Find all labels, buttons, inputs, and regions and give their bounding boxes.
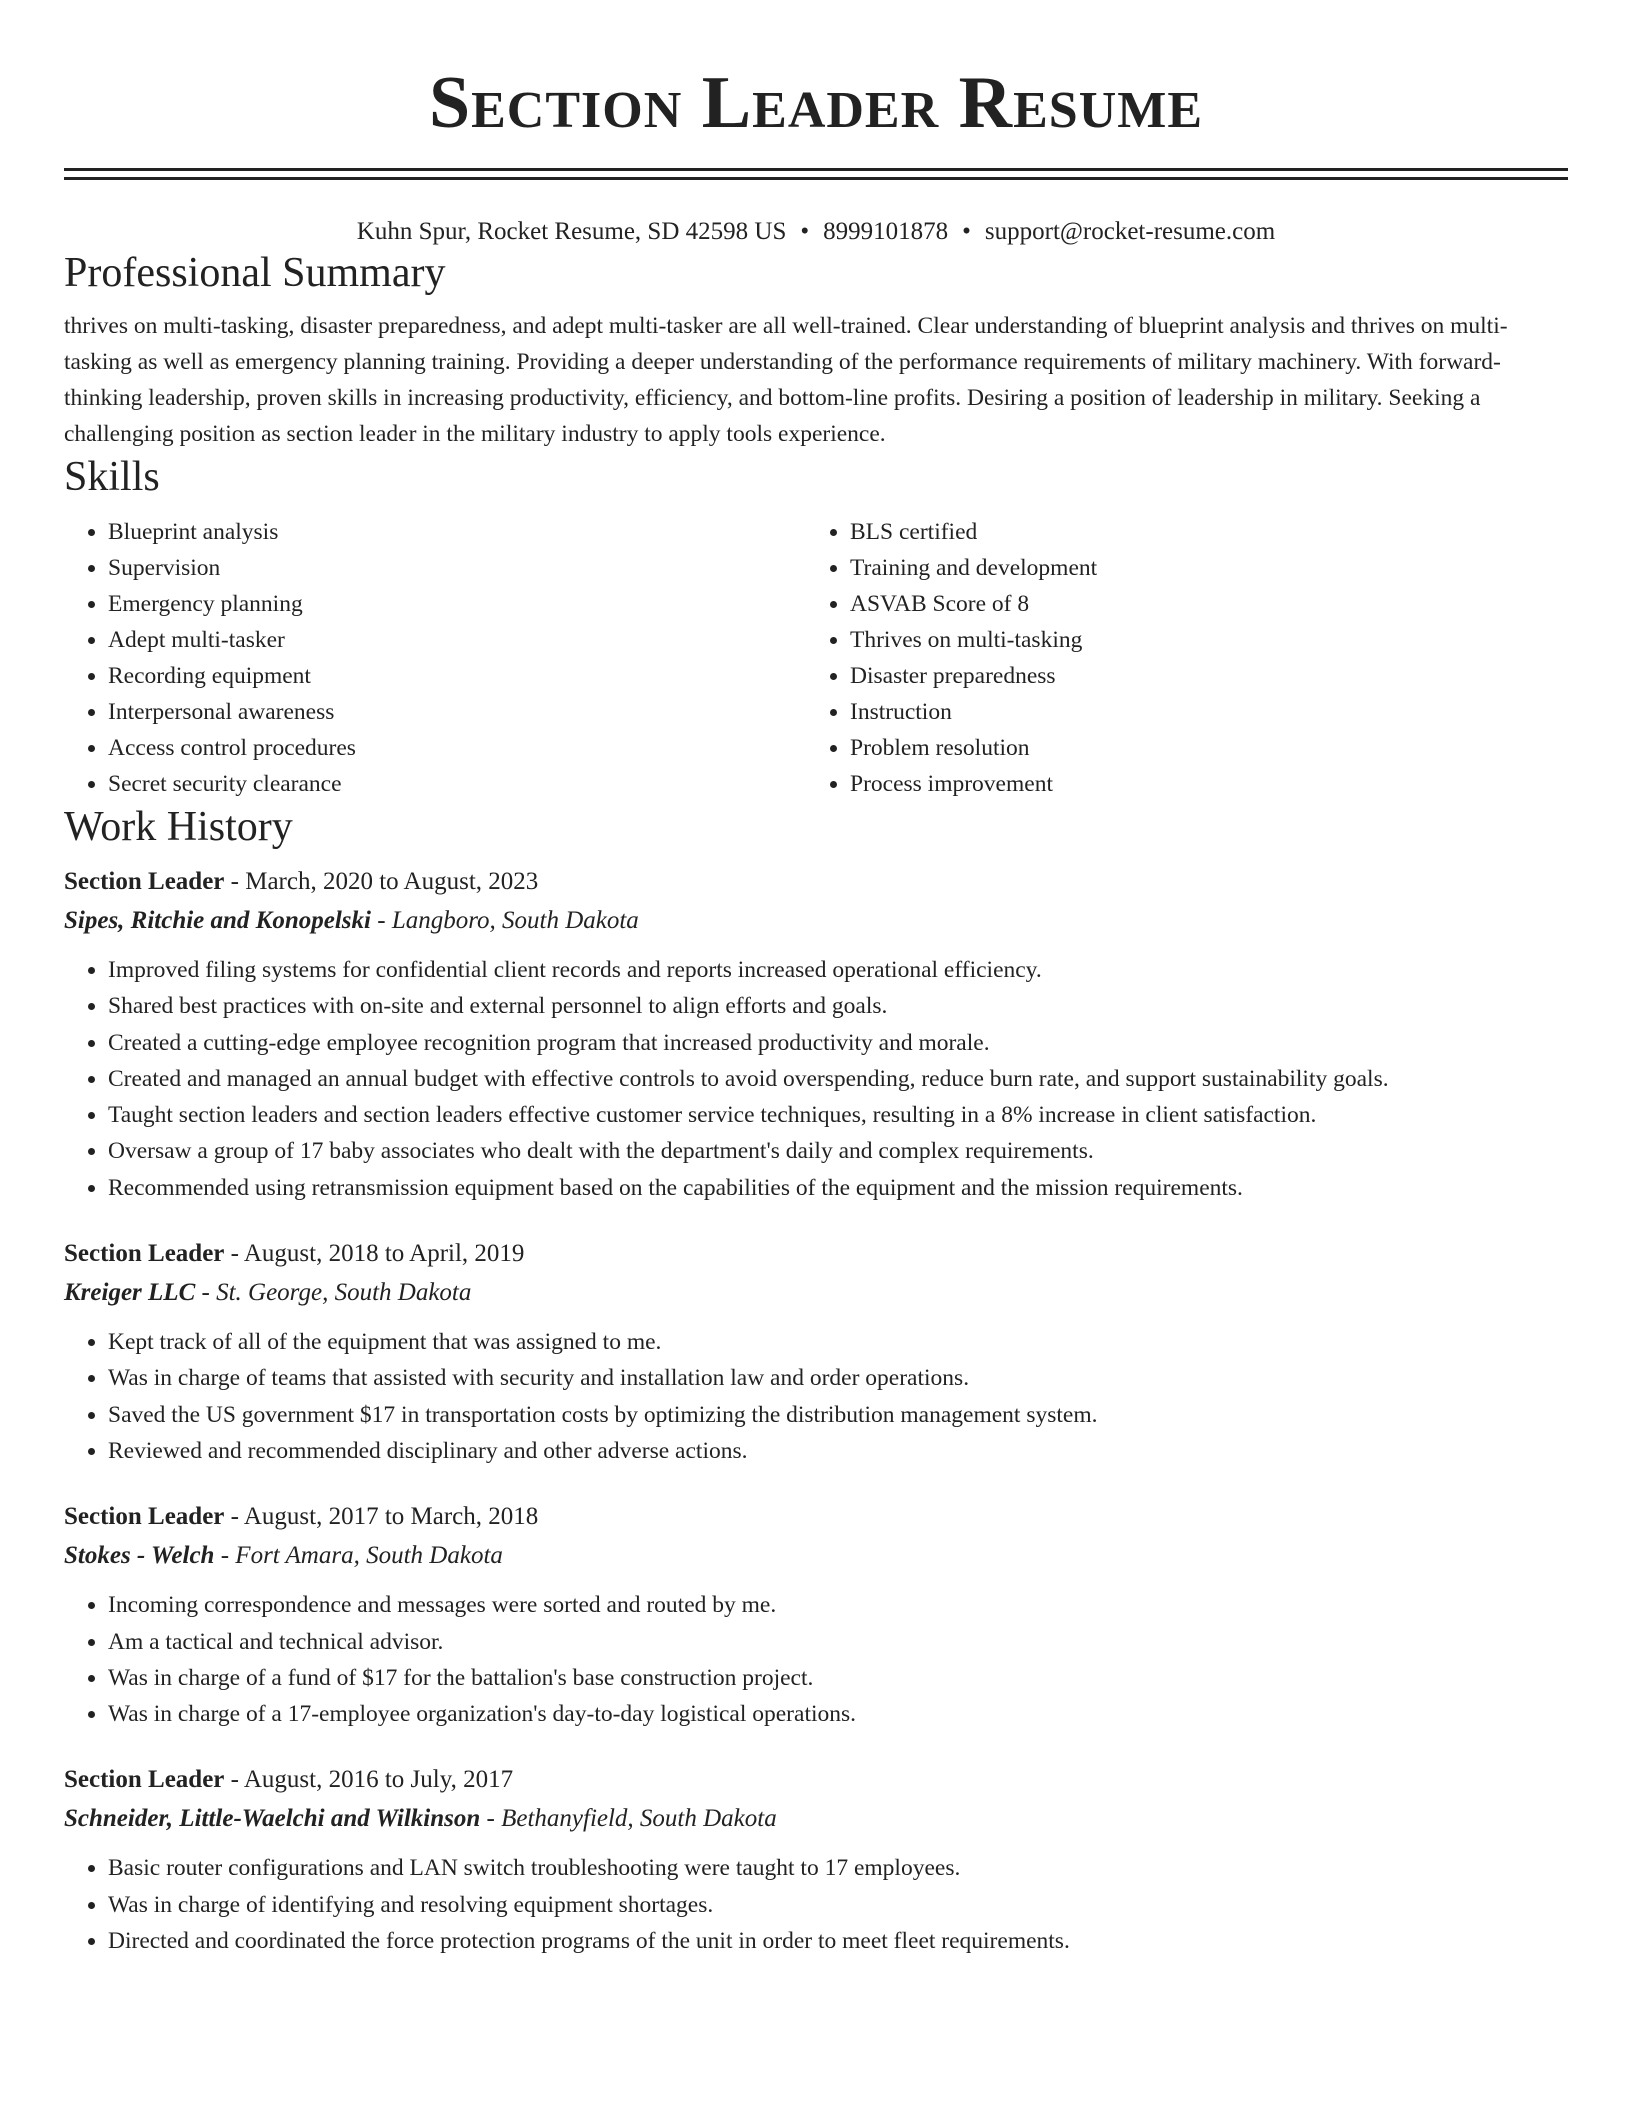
job-title: Section Leader bbox=[64, 1766, 225, 1794]
title-double-rule bbox=[64, 168, 1568, 180]
skills-heading: Skills bbox=[64, 454, 160, 500]
company-line: Stokes - Welch - Fort Amara, South Dakota bbox=[64, 1542, 503, 1570]
job-dates: August, 2018 to April, 2019 bbox=[243, 1240, 525, 1268]
company-line: Kreiger LLC - St. George, South Dakota bbox=[64, 1279, 472, 1307]
job-bullet: • Am a tactical and technical advisor. bbox=[108, 1624, 1568, 1660]
job-bullet: • Oversaw a group of 17 baby associates who dealt with the department's daily and complex requirements. bbox=[108, 1133, 1568, 1169]
job-bullet: • Directed and coordinated the force protection programs of the unit in order to meet fleet requirements. bbox=[108, 1923, 1568, 1959]
job-bullets bbox=[64, 1324, 1568, 1469]
job-bullet: • Taught section leaders and section leaders effective customer service techniques, resulting in a 8% increase in client satisfaction. bbox=[108, 1097, 1568, 1133]
job-bullet: • Created a cutting-edge employee recognition program that increased productivity and morale. bbox=[108, 1025, 1568, 1061]
job-dates: March, 2020 to August, 2023 bbox=[245, 868, 539, 895]
job-title-line: Section Leader - August, 2017 to March, 2018 bbox=[64, 1503, 539, 1531]
job-bullet: • Was in charge of a fund of $17 for the battalion's base construction project. bbox=[108, 1660, 1568, 1696]
job-bullet: • Reviewed and recommended disciplinary and other adverse actions. bbox=[108, 1433, 1568, 1469]
contact-email: support@rocket-resume.com bbox=[984, 218, 1276, 245]
job-title: Section Leader bbox=[64, 868, 225, 895]
contact-line bbox=[64, 216, 1568, 248]
job-title-line: Section Leader - March, 2020 to August, 2023 bbox=[64, 868, 539, 895]
job-bullet: • Was in charge of teams that assisted with security and installation law and order operations. bbox=[108, 1360, 1568, 1396]
skill-item: • Access control procedures bbox=[108, 730, 806, 766]
skills-list-left bbox=[64, 514, 806, 802]
job-bullet: • Saved the US government $17 in transportation costs by optimizing the distribution management system. bbox=[108, 1397, 1568, 1433]
bullet-separator: • bbox=[962, 218, 971, 245]
job-entry bbox=[64, 1234, 1568, 1469]
job-entry bbox=[64, 1760, 1568, 1959]
job-bullet: • Incoming correspondence and messages were sorted and routed by me. bbox=[108, 1587, 1568, 1623]
skill-item: • Adept multi-tasker bbox=[108, 622, 806, 658]
job-dates: August, 2016 to July, 2017 bbox=[243, 1766, 514, 1794]
skill-item: • Problem resolution bbox=[850, 730, 1548, 766]
job-entry bbox=[64, 862, 1568, 1206]
company-name: Stokes - Welch bbox=[64, 1542, 215, 1570]
job-bullet: • Created and managed an annual budget with effective controls to avoid overspending, reduce burn rate, and support sustainability goals. bbox=[108, 1061, 1568, 1097]
skill-item: • BLS certified bbox=[850, 514, 1548, 550]
skill-item: • Blueprint analysis bbox=[108, 514, 806, 550]
skill-item: • Emergency planning bbox=[108, 586, 806, 622]
job-bullet: • Shared best practices with on-site and external personnel to align efforts and goals. bbox=[108, 988, 1568, 1024]
skill-item: • Recording equipment bbox=[108, 658, 806, 694]
job-title: Section Leader bbox=[64, 1240, 225, 1268]
company-location: Fort Amara, South Dakota bbox=[235, 1542, 503, 1570]
company-line: Sipes, Ritchie and Konopelski - Langboro, South Dakota bbox=[64, 907, 639, 934]
job-bullet: • Kept track of all of the equipment that was assigned to me. bbox=[108, 1324, 1568, 1360]
job-bullet: • Was in charge of identifying and resolving equipment shortages. bbox=[108, 1887, 1568, 1923]
company-name: Schneider, Little-Waelchi and Wilkinson bbox=[64, 1805, 481, 1833]
summary-text: thrives on multi-tasking, disaster preparedness, and adept multi-tasker are all well-trained. Clear understanding of blueprint analysis and thrives on multi-tasking as well as emergency planning training. Providing a deeper understanding of the performance requirements of military machinery. With forward-thinking leadership, proven skills in increasing productivity, efficiency, and bottom-line profits. Desiring a position of leadership in military. Seeking a challenging position as section leader in the military industry to apply tools experience. bbox=[64, 313, 1508, 447]
job-bullet: • Recommended using retransmission equipment based on the capabilities of the equipment and the mission requirements. bbox=[108, 1170, 1568, 1206]
company-location: Bethanyfield, South Dakota bbox=[501, 1805, 777, 1833]
job-entry bbox=[64, 1497, 1568, 1732]
skill-item: • Supervision bbox=[108, 550, 806, 586]
skills-list-right bbox=[806, 514, 1548, 802]
company-line: Schneider, Little-Waelchi and Wilkinson - Bethanyfield, South Dakota bbox=[64, 1805, 777, 1833]
work-history-heading: Work History bbox=[64, 804, 293, 850]
job-bullets bbox=[64, 952, 1568, 1206]
company-name: Sipes, Ritchie and Konopelski bbox=[64, 907, 371, 934]
job-dates: August, 2017 to March, 2018 bbox=[243, 1503, 539, 1531]
contact-address: Kuhn Spur, Rocket Resume, SD 42598 US bbox=[356, 218, 787, 245]
job-bullets bbox=[64, 1587, 1568, 1732]
skills-columns bbox=[64, 514, 1568, 802]
company-location: Langboro, South Dakota bbox=[391, 907, 639, 934]
job-title-line: Section Leader - August, 2018 to April, 2019 bbox=[64, 1240, 525, 1268]
company-name: Kreiger LLC bbox=[64, 1279, 196, 1307]
job-bullet: • Was in charge of a 17-employee organization's day-to-day logistical operations. bbox=[108, 1696, 1568, 1732]
skill-item: • Thrives on multi-tasking bbox=[850, 622, 1548, 658]
skill-item: • ASVAB Score of 8 bbox=[850, 586, 1548, 622]
skill-item: • Interpersonal awareness bbox=[108, 694, 806, 730]
job-bullet: • Improved filing systems for confidential client records and reports increased operational efficiency. bbox=[108, 952, 1568, 988]
skill-item: • Process improvement bbox=[850, 766, 1548, 802]
skill-item: • Secret security clearance bbox=[108, 766, 806, 802]
company-location: St. George, South Dakota bbox=[216, 1279, 472, 1307]
contact-phone: 8999101878 bbox=[823, 218, 949, 245]
job-bullet: • Basic router configurations and LAN switch troubleshooting were taught to 17 employees. bbox=[108, 1850, 1568, 1886]
skill-item: • Training and development bbox=[850, 550, 1548, 586]
bullet-separator: • bbox=[800, 218, 810, 245]
job-bullets bbox=[64, 1850, 1568, 1959]
summary-heading: Professional Summary bbox=[64, 250, 446, 296]
job-title-line: Section Leader - August, 2016 to July, 2017 bbox=[64, 1766, 514, 1794]
rule-line-bottom bbox=[64, 177, 1568, 180]
skill-item: • Disaster preparedness bbox=[850, 658, 1548, 694]
job-title: Section Leader bbox=[64, 1503, 225, 1531]
resume-title: Section Leader Resume bbox=[428, 62, 1204, 144]
skill-item: • Instruction bbox=[850, 694, 1548, 730]
